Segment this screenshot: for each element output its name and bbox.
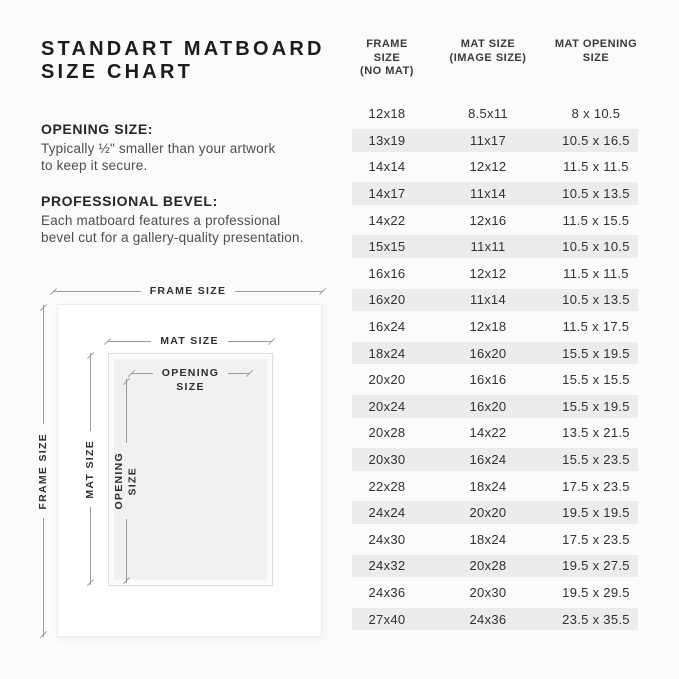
table-row	[352, 101, 638, 128]
table-cell: 20x28	[368, 425, 406, 441]
table-cell: 27x40	[368, 611, 406, 627]
table-cell: 11x17	[470, 132, 506, 148]
mat-size-dimension-left	[79, 353, 101, 585]
dimension-line	[131, 373, 153, 374]
professional-bevel-heading: PROFESSIONAL BEVEL:	[41, 193, 218, 209]
table-row	[352, 233, 638, 260]
frame-size-label-top: FRAME SIZE	[149, 285, 227, 297]
table-cell: 8 x 10.5	[571, 106, 621, 122]
table-cell: 20x30	[368, 452, 406, 468]
frame-size-dimension-top	[53, 284, 323, 298]
table-row	[352, 526, 638, 553]
table-cell: 16x20	[469, 345, 507, 361]
table-cell: 11x14	[470, 292, 506, 308]
table-cell: 12x16	[469, 212, 507, 228]
table-cell: 24x24	[368, 505, 406, 521]
dimension-line	[126, 519, 127, 583]
opening-size-label-word-2: SIZE	[176, 380, 205, 393]
dimension-line	[43, 305, 44, 424]
table-cell: 18x24	[368, 345, 406, 361]
table-cell: 13x19	[368, 132, 406, 148]
table-cell: 23.5 x 35.5	[562, 611, 630, 627]
table-row	[352, 340, 638, 367]
table-cell: 10.5 x 13.5	[562, 292, 630, 308]
opening-size-text-line-2: to keep it secure.	[41, 157, 148, 173]
table-cell: 14x14	[368, 159, 406, 175]
professional-bevel-text-line-2: bevel cut for a gallery-quality presentation.	[41, 229, 304, 245]
table-cell: 17.5 x 23.5	[562, 478, 630, 494]
header-mat-opening-line-1: MAT OPENING	[554, 38, 638, 50]
table-cell: 11x11	[470, 239, 506, 255]
opening-size-text-line-1: Typically ½" smaller than your artwork	[41, 141, 276, 156]
table-row	[352, 393, 638, 420]
dimension-line	[107, 341, 151, 342]
header-mat-opening-size	[554, 38, 638, 79]
table-cell: 15.5 x 19.5	[562, 345, 630, 361]
table-row	[352, 154, 638, 181]
dimension-line	[126, 379, 127, 443]
table-row	[352, 287, 638, 314]
header-frame-size-line-2: (NO MAT)	[360, 65, 414, 77]
table-cell: 19.5 x 27.5	[562, 558, 630, 574]
table-cell: 16x24	[469, 452, 507, 468]
table-cell: 18x24	[469, 531, 507, 547]
header-mat-size-line-1: MAT SIZE	[460, 38, 516, 50]
opening-size-dimension-top	[131, 367, 250, 394]
table-cell: 8.5x11	[468, 106, 508, 122]
table-cell: 20x28	[469, 558, 507, 574]
table-cell: 12x12	[469, 265, 507, 281]
table-cell: 15.5 x 23.5	[562, 452, 630, 468]
table-row	[352, 473, 638, 500]
table-cell: 11x14	[470, 186, 506, 202]
table-row	[352, 180, 638, 207]
table-row	[352, 420, 638, 447]
table-cell: 11.5 x 11.5	[563, 265, 629, 281]
page-title	[41, 38, 325, 84]
table-cell: 11.5 x 17.5	[562, 319, 630, 335]
size-table-header	[352, 38, 638, 79]
table-row	[352, 446, 638, 473]
header-frame-size-line-1: FRAME SIZE	[366, 38, 408, 64]
header-frame-size	[352, 38, 422, 79]
table-row	[352, 313, 638, 340]
frame-size-label-left: FRAME SIZE	[37, 432, 49, 510]
mat-size-label-top: MAT SIZE	[160, 335, 219, 347]
table-row	[352, 606, 638, 633]
table-row	[352, 260, 638, 287]
table-cell: 24x32	[368, 558, 406, 574]
table-cell: 12x18	[469, 319, 507, 335]
header-mat-size	[422, 38, 554, 79]
table-cell: 15x15	[368, 239, 406, 255]
table-row	[352, 553, 638, 580]
size-table	[352, 38, 638, 632]
table-cell: 15.5 x 19.5	[562, 398, 630, 414]
opening-size-label-word-1: OPENING	[161, 367, 220, 379]
dimension-line	[53, 291, 141, 292]
opening-size-heading: OPENING SIZE:	[41, 121, 154, 137]
table-cell: 13.5 x 21.5	[562, 425, 630, 441]
mat-size-label-left: MAT SIZE	[84, 439, 96, 499]
opening-size-dimension-left	[112, 379, 138, 583]
dimension-line	[228, 341, 272, 342]
section-opening-size	[41, 121, 275, 174]
table-cell: 14x22	[368, 212, 406, 228]
table-cell: 12x18	[368, 106, 406, 122]
table-cell: 10.5 x 16.5	[562, 132, 630, 148]
table-cell: 20x24	[368, 398, 406, 414]
mat-size-dimension-top	[107, 334, 272, 348]
title-line-1: STANDART MATBOARD	[41, 38, 325, 60]
table-cell: 16x16	[368, 265, 406, 281]
dimension-line	[43, 518, 44, 637]
table-cell: 16x24	[368, 319, 406, 335]
table-cell: 24x30	[368, 531, 406, 547]
title-line-2: SIZE CHART	[41, 61, 193, 83]
table-cell: 10.5 x 13.5	[562, 186, 630, 202]
header-mat-size-line-2: (IMAGE SIZE)	[449, 51, 527, 64]
opening-size-label-top	[153, 367, 229, 394]
header-mat-opening-line-2: SIZE	[582, 51, 610, 64]
table-row	[352, 127, 638, 154]
table-cell: 12x12	[469, 159, 507, 175]
table-cell: 16x20	[368, 292, 406, 308]
professional-bevel-text-line-1: Each matboard features a professional	[41, 213, 281, 228]
table-cell: 14x17	[368, 186, 406, 202]
table-cell: 22x28	[368, 478, 406, 494]
dimension-line	[235, 291, 323, 292]
table-rows	[352, 101, 638, 633]
table-cell: 14x22	[469, 425, 507, 441]
dimension-line	[90, 507, 91, 585]
table-cell: 24x36	[469, 611, 507, 627]
table-cell: 10.5 x 10.5	[562, 239, 630, 255]
table-cell: 19.5 x 29.5	[562, 584, 630, 600]
table-cell: 18x24	[469, 478, 507, 494]
table-cell: 16x20	[469, 398, 507, 414]
table-cell: 20x30	[469, 584, 507, 600]
table-cell: 20x20	[469, 505, 507, 521]
table-row	[352, 499, 638, 526]
table-cell: 24x36	[368, 584, 406, 600]
section-professional-bevel	[41, 193, 304, 246]
table-row	[352, 366, 638, 393]
table-cell: 17.5 x 23.5	[562, 531, 630, 547]
table-cell: 16x16	[469, 372, 507, 388]
table-cell: 19.5 x 19.5	[562, 505, 630, 521]
dimension-line	[90, 353, 91, 431]
table-row	[352, 207, 638, 234]
table-cell: 20x20	[368, 372, 406, 388]
table-cell: 11.5 x 15.5	[562, 212, 630, 228]
opening-size-left-word-2: SIZE	[126, 466, 138, 496]
table-cell: 11.5 x 11.5	[563, 159, 629, 175]
table-cell: 15.5 x 15.5	[562, 372, 630, 388]
table-row	[352, 579, 638, 606]
opening-size-label-left	[113, 443, 140, 519]
frame-size-dimension-left	[32, 305, 54, 637]
opening-size-left-word-1: OPENING	[112, 452, 125, 510]
